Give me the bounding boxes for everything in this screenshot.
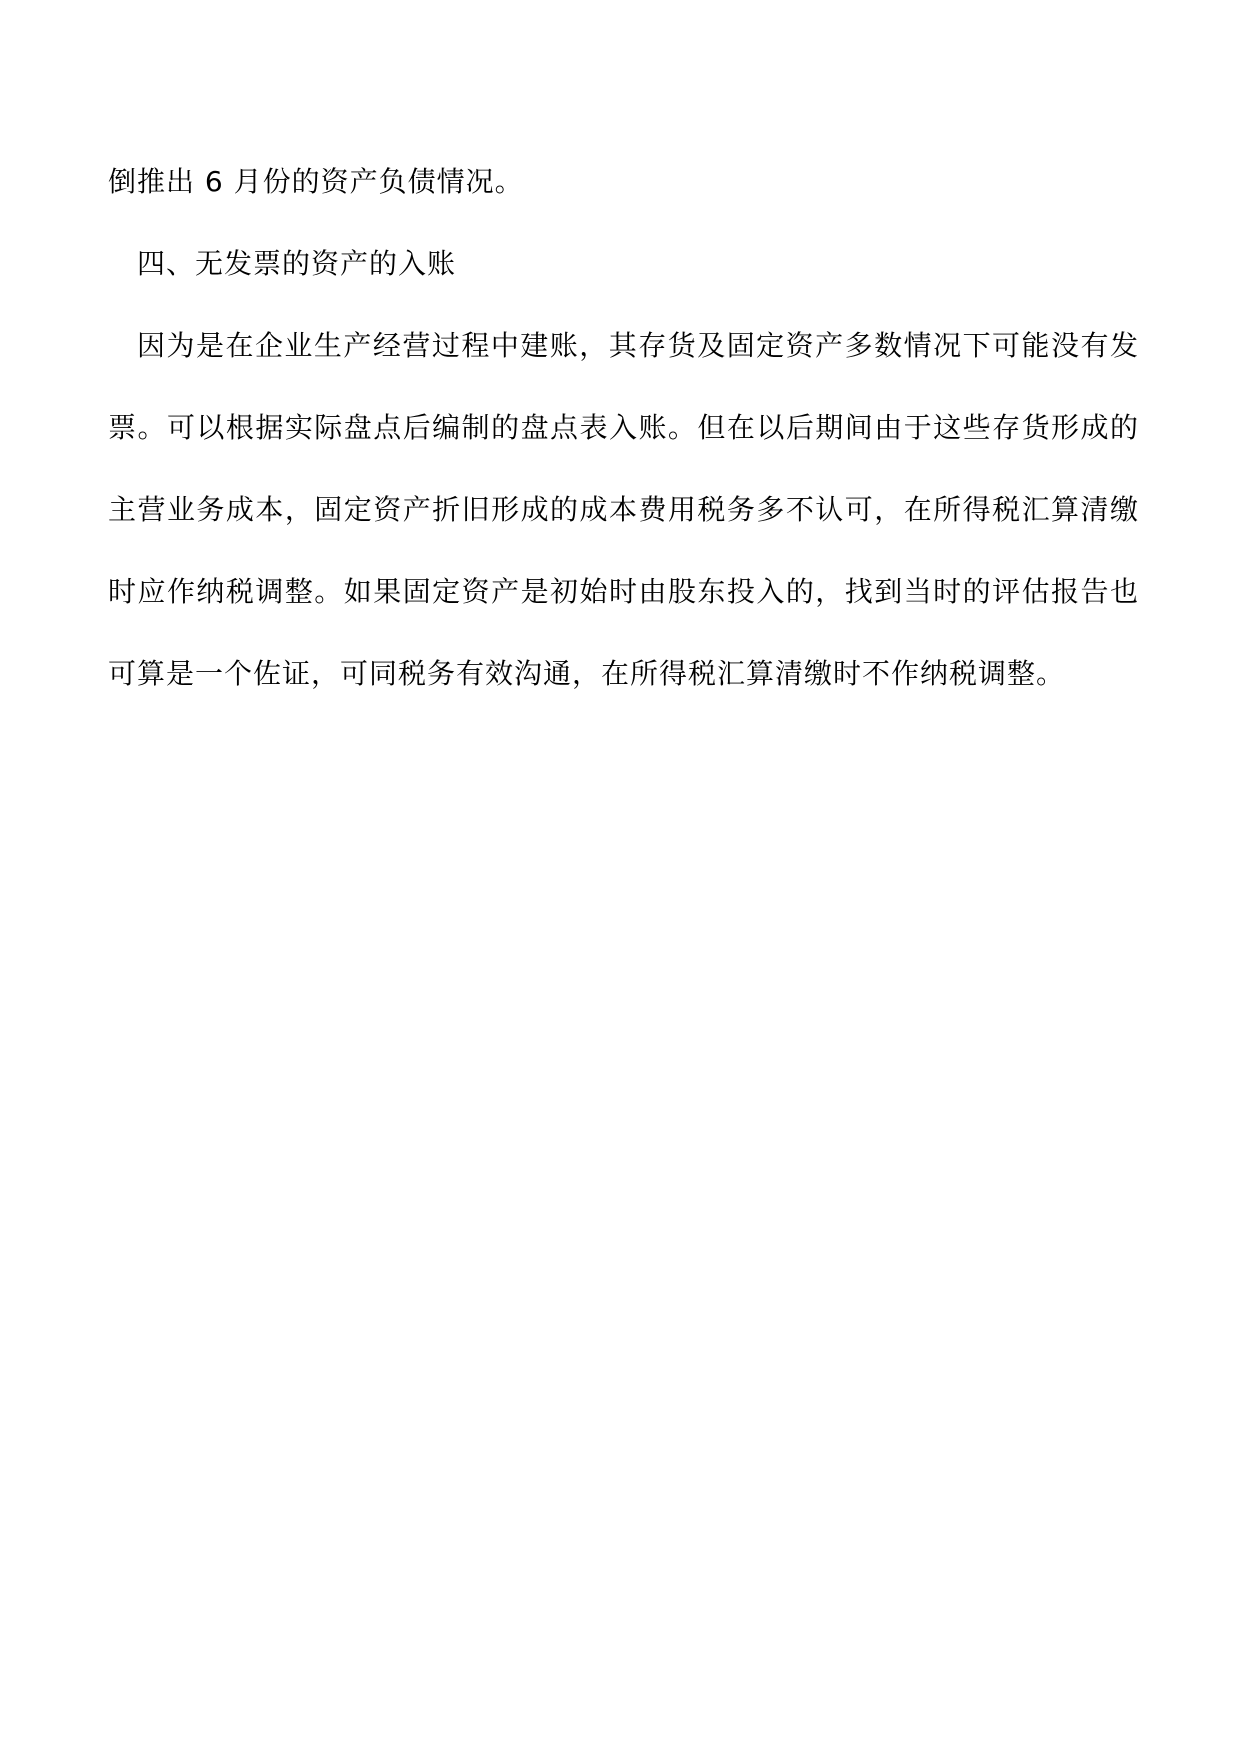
paragraph-line: 时应作纳税调整。如果固定资产是初始时由股东投入的，找到当时的评估报告也 <box>108 575 1138 608</box>
section-heading: 四、无发票的资产的入账 <box>137 247 457 280</box>
paragraph-line: 主营业务成本，固定资产折旧形成的成本费用税务多不认可，在所得税汇算清缴 <box>108 493 1138 526</box>
document-body <box>108 165 1138 742</box>
paragraph-line: 因为是在企业生产经营过程中建账，其存货及固定资产多数情况下可能没有发 <box>137 329 1138 362</box>
paragraph-line: 倒推出 6 月份的资产负债情况。 <box>108 165 524 198</box>
paragraph-line: 可算是一个佐证，可同税务有效沟通，在所得税汇算清缴时不作纳税调整。 <box>108 657 1066 690</box>
paragraph-line: 票。可以根据实际盘点后编制的盘点表入账。但在以后期间由于这些存货形成的 <box>108 411 1138 444</box>
